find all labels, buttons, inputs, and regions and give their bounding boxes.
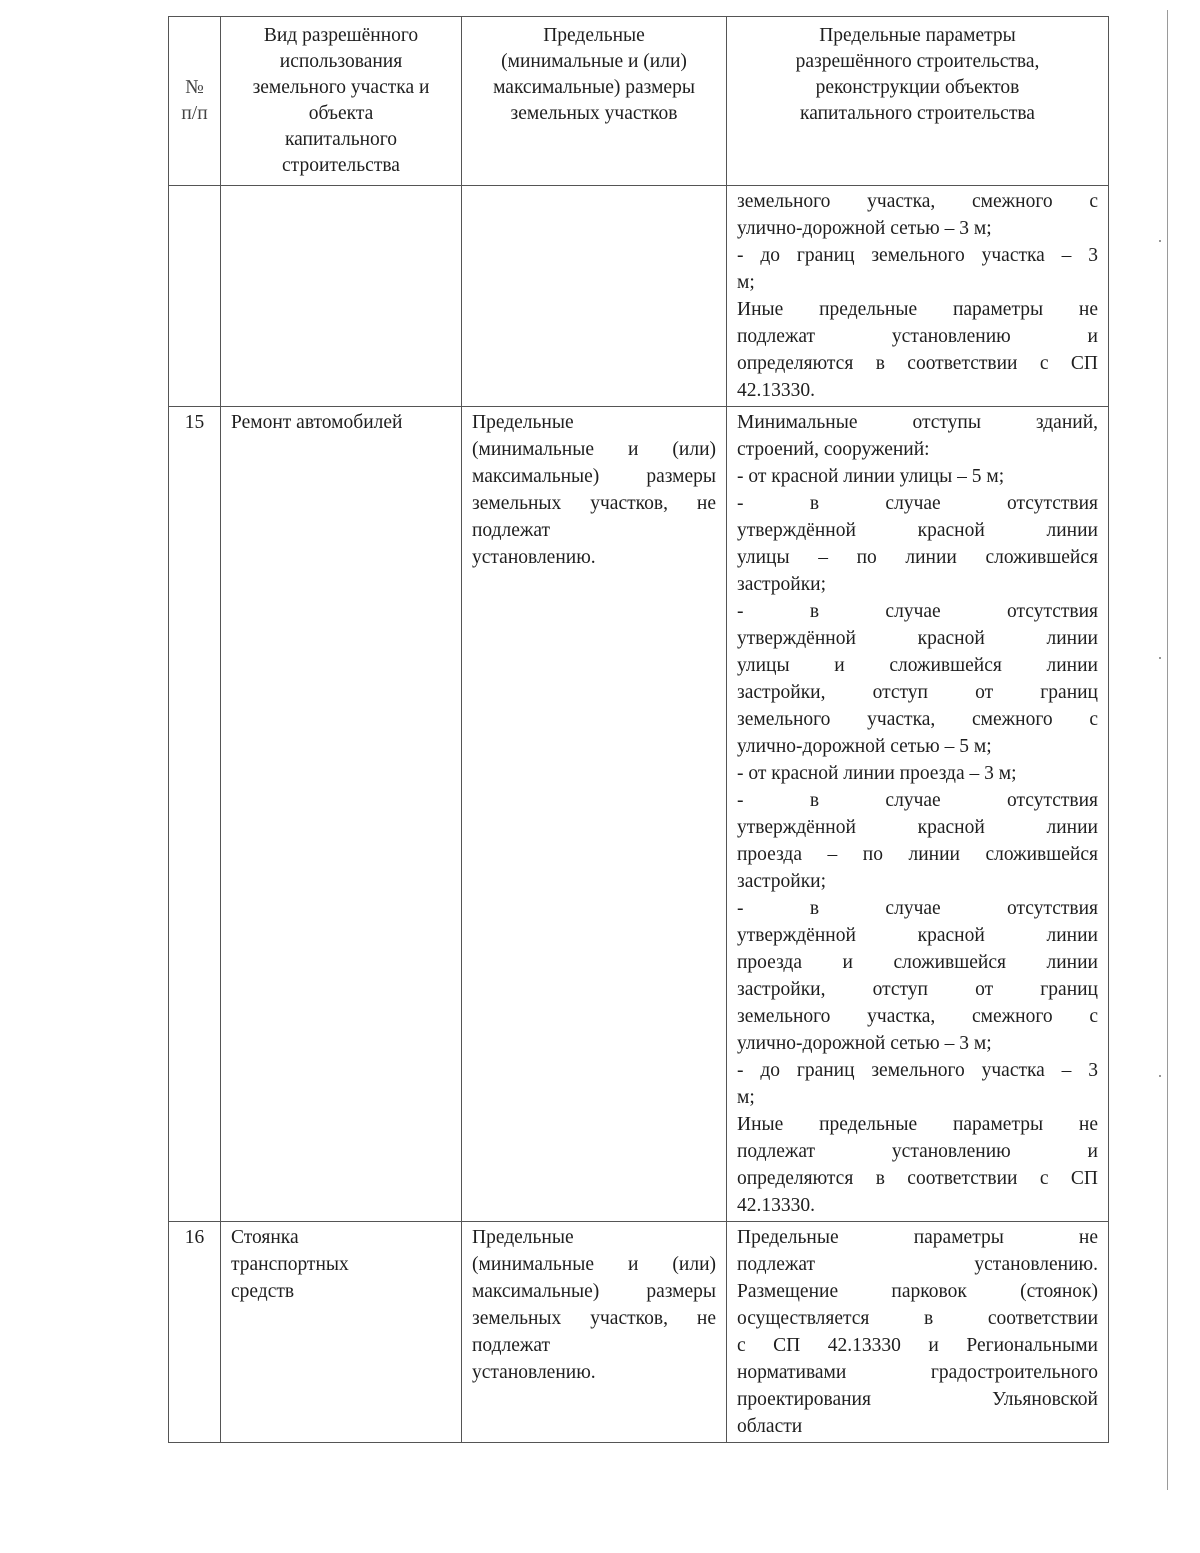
params-line: строений, сооружений: [737,439,930,460]
header-sizes-line: Предельные [543,25,645,46]
params-line: нормативами градостроительного [737,1362,1098,1383]
row-number [169,186,221,407]
header-number-line: № [185,77,204,98]
row-use-cell [221,186,462,407]
row-number: 16 [169,1222,221,1443]
params-line: проектирования Ульяновской [737,1389,1098,1410]
params-line: - от красной линии улицы – 5 м; [737,466,1005,487]
row-sizes-cell [462,407,727,1222]
row-number: 15 [169,407,221,1222]
params-line: 42.13330. [737,380,815,401]
params-line: улицы – по линии сложившейся [737,547,1098,568]
sizes-line: земельных участков, не [472,493,716,514]
params-line: определяются в соответствии с СП [737,1168,1098,1189]
params-line: 42.13330. [737,1195,815,1216]
sizes-line: максимальные) размеры [472,466,716,487]
scan-speck [1159,1075,1161,1077]
sizes-line: (минимальные и (или) [472,439,716,460]
sizes-line: Предельные [472,1227,574,1248]
params-line: Предельные параметры не [737,1227,1098,1248]
params-line: осуществляется в соответствии [737,1308,1098,1329]
params-line: застройки, отступ от границ [737,682,1098,703]
header-use-line: земельного участка и [252,77,430,98]
params-line: улично-дорожной сетью – 5 м; [737,736,992,757]
header-sizes-line: (минимальные и (или) [501,51,687,72]
header-use-line: Вид разрешённого [263,25,419,46]
sizes-line: Предельные [472,412,574,433]
row-params-cell [727,186,1109,407]
params-line: определяются в соответствии с СП [737,353,1098,374]
sizes-line: подлежат [472,520,551,541]
params-line: - в случае отсутствия [737,898,1098,919]
params-line: м; [737,272,755,293]
params-line: Размещение парковок (стоянок) [737,1281,1098,1302]
params-line: земельного участка, смежного с [737,709,1098,730]
params-line: области [737,1416,803,1437]
params-line: земельного участка, смежного с [737,191,1098,212]
params-line: Минимальные отступы зданий, [737,412,1098,433]
header-use-line: строительства [282,155,400,176]
table-row [169,1222,1109,1443]
params-line: подлежат установлению и [737,326,1098,347]
table-row [169,186,1109,407]
use-line: Ремонт автомобилей [231,412,403,433]
params-line: земельного участка, смежного с [737,1006,1098,1027]
params-line: подлежат установлению. [737,1254,1098,1275]
header-use-line: объекта [308,103,374,124]
params-line: утверждённой красной линии [737,925,1098,946]
params-line: - до границ земельного участка – 3 [737,1060,1098,1081]
header-sizes-line: максимальные) размеры [493,77,695,98]
params-line: Иные предельные параметры не [737,1114,1098,1135]
header-params-line: капитального строительства [800,103,1035,124]
params-line: - от красной линии проезда – 3 м; [737,763,1017,784]
sizes-line: максимальные) размеры [472,1281,716,1302]
params-line: Иные предельные параметры не [737,299,1098,320]
row-sizes-cell [462,1222,727,1443]
row-sizes-cell [462,186,727,407]
row-params-cell [727,1222,1109,1443]
header-construction-params [727,17,1109,186]
params-line: проезда – по линии сложившейся [737,844,1098,865]
row-use-cell [221,407,462,1222]
row-use-cell [221,1222,462,1443]
params-line: подлежат установлению и [737,1141,1098,1162]
sizes-line: подлежат [472,1335,551,1356]
table-header-row [169,17,1109,186]
params-line: утверждённой красной линии [737,520,1098,541]
header-permitted-use [221,17,462,186]
params-line: улично-дорожной сетью – 3 м; [737,1033,992,1054]
header-params-line: Предельные параметры [819,25,1016,46]
params-line: утверждённой красной линии [737,817,1098,838]
params-line: м; [737,1087,755,1108]
use-line: Стоянка [231,1227,299,1248]
params-line: застройки; [737,871,827,892]
sizes-line: установлению. [472,547,596,568]
params-line: - в случае отсутствия [737,493,1098,514]
params-line: улично-дорожной сетью – 3 м; [737,218,992,239]
scan-speck [1159,657,1161,659]
use-line: средств [231,1281,295,1302]
header-use-line: использования [279,51,403,72]
header-number [169,17,221,186]
sizes-line: земельных участков, не [472,1308,716,1329]
params-line: утверждённой красной линии [737,628,1098,649]
header-params-line: реконструкции объектов [815,77,1020,98]
header-sizes-line: земельных участков [510,103,678,124]
scan-edge-line [1167,10,1168,1490]
params-line: - в случае отсутствия [737,601,1098,622]
sizes-line: установлению. [472,1362,596,1383]
header-use-line: капитального [284,129,398,150]
params-line: - в случае отсутствия [737,790,1098,811]
params-line: с СП 42.13330 и Региональными [737,1335,1098,1356]
zoning-parameters-table [168,16,1109,1443]
table-row [169,407,1109,1222]
header-number-line: п/п [181,103,208,124]
params-line: проезда и сложившейся линии [737,952,1098,973]
header-params-line: разрешённого строительства, [795,51,1040,72]
sizes-line: (минимальные и (или) [472,1254,716,1275]
params-line: - до границ земельного участка – 3 [737,245,1098,266]
params-line: улицы и сложившейся линии [737,655,1098,676]
params-line: застройки, отступ от границ [737,979,1098,1000]
scan-speck [1159,240,1161,242]
params-line: застройки; [737,574,827,595]
header-plot-sizes [462,17,727,186]
row-params-cell [727,407,1109,1222]
use-line: транспортных [231,1254,349,1275]
